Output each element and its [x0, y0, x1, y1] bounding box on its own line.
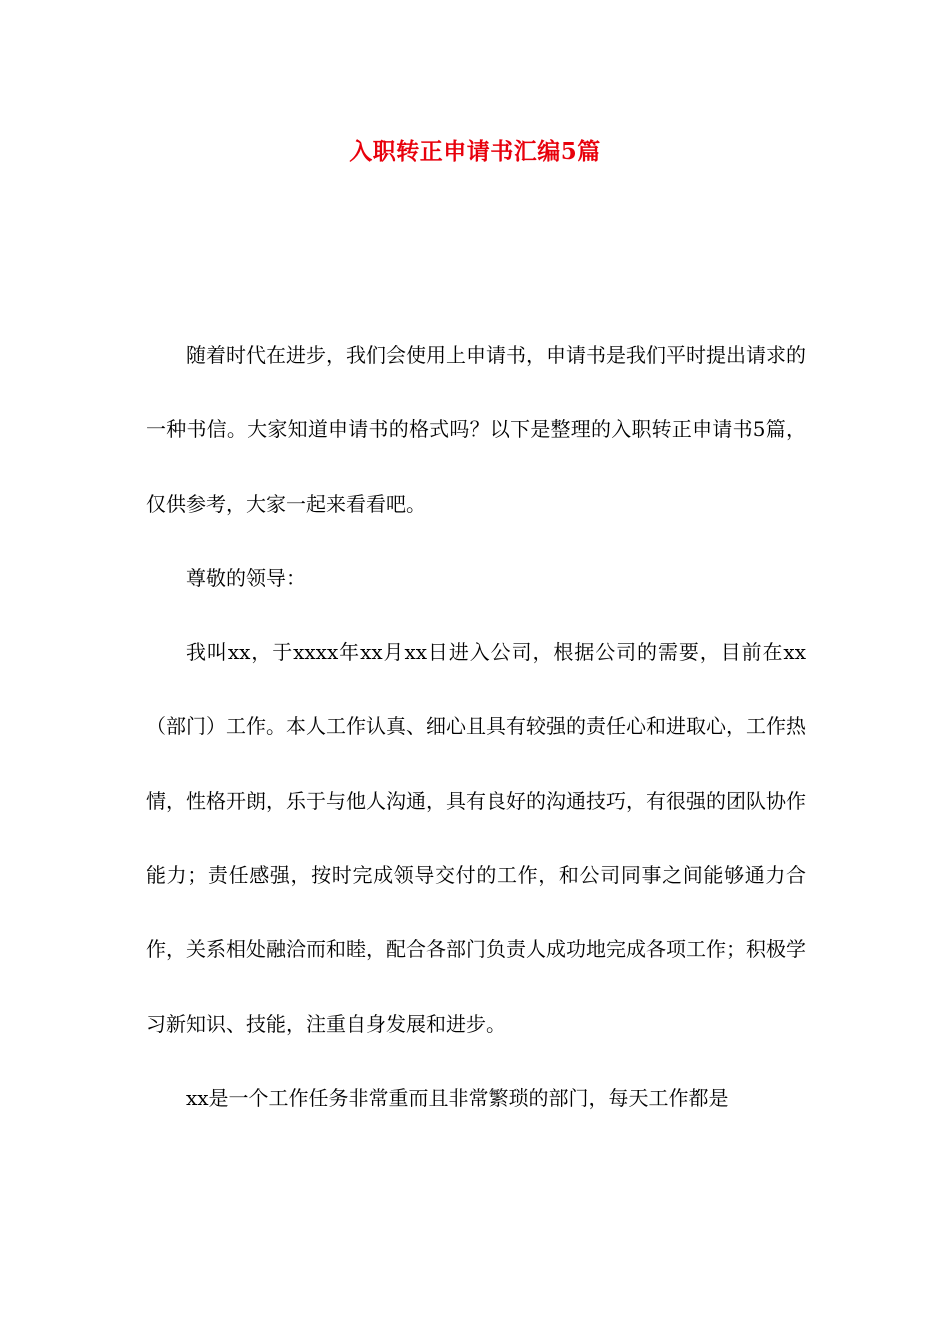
paragraph-salutation: 尊敬的领导：	[186, 565, 306, 590]
paragraph-self-introduction: 我叫xx，于xxxx年xx月xx日进入公司，根据公司的需要，目前在xx（部门）工作。本人工作认真、细心且具有较强的责任心和进取心，工作热情，性格开朗，乐于与他人沟通，具有良好的沟通技巧，有很强的团队协作能力；责任感强，按时完成领导交付的工作，和公司同事之间能够通力合作，关系相处融洽而和睦，配合各部门负责人成功地完成各项工作；积极学习新知识、技能，注重自身发展和进步。	[146, 640, 806, 1036]
document-body	[146, 318, 806, 1135]
paragraph-department: xx是一个工作任务非常重而且非常繁琐的部门，每天工作都是	[186, 1085, 729, 1110]
paragraph-intro: 随着时代在进步，我们会使用上申请书，申请书是我们平时提出请求的一种书信。大家知道申请书的格式吗？以下是整理的入职转正申请书5篇，仅供参考，大家一起来看看吧。	[146, 343, 806, 516]
document-title: 入职转正申请书汇编5篇	[349, 138, 601, 165]
